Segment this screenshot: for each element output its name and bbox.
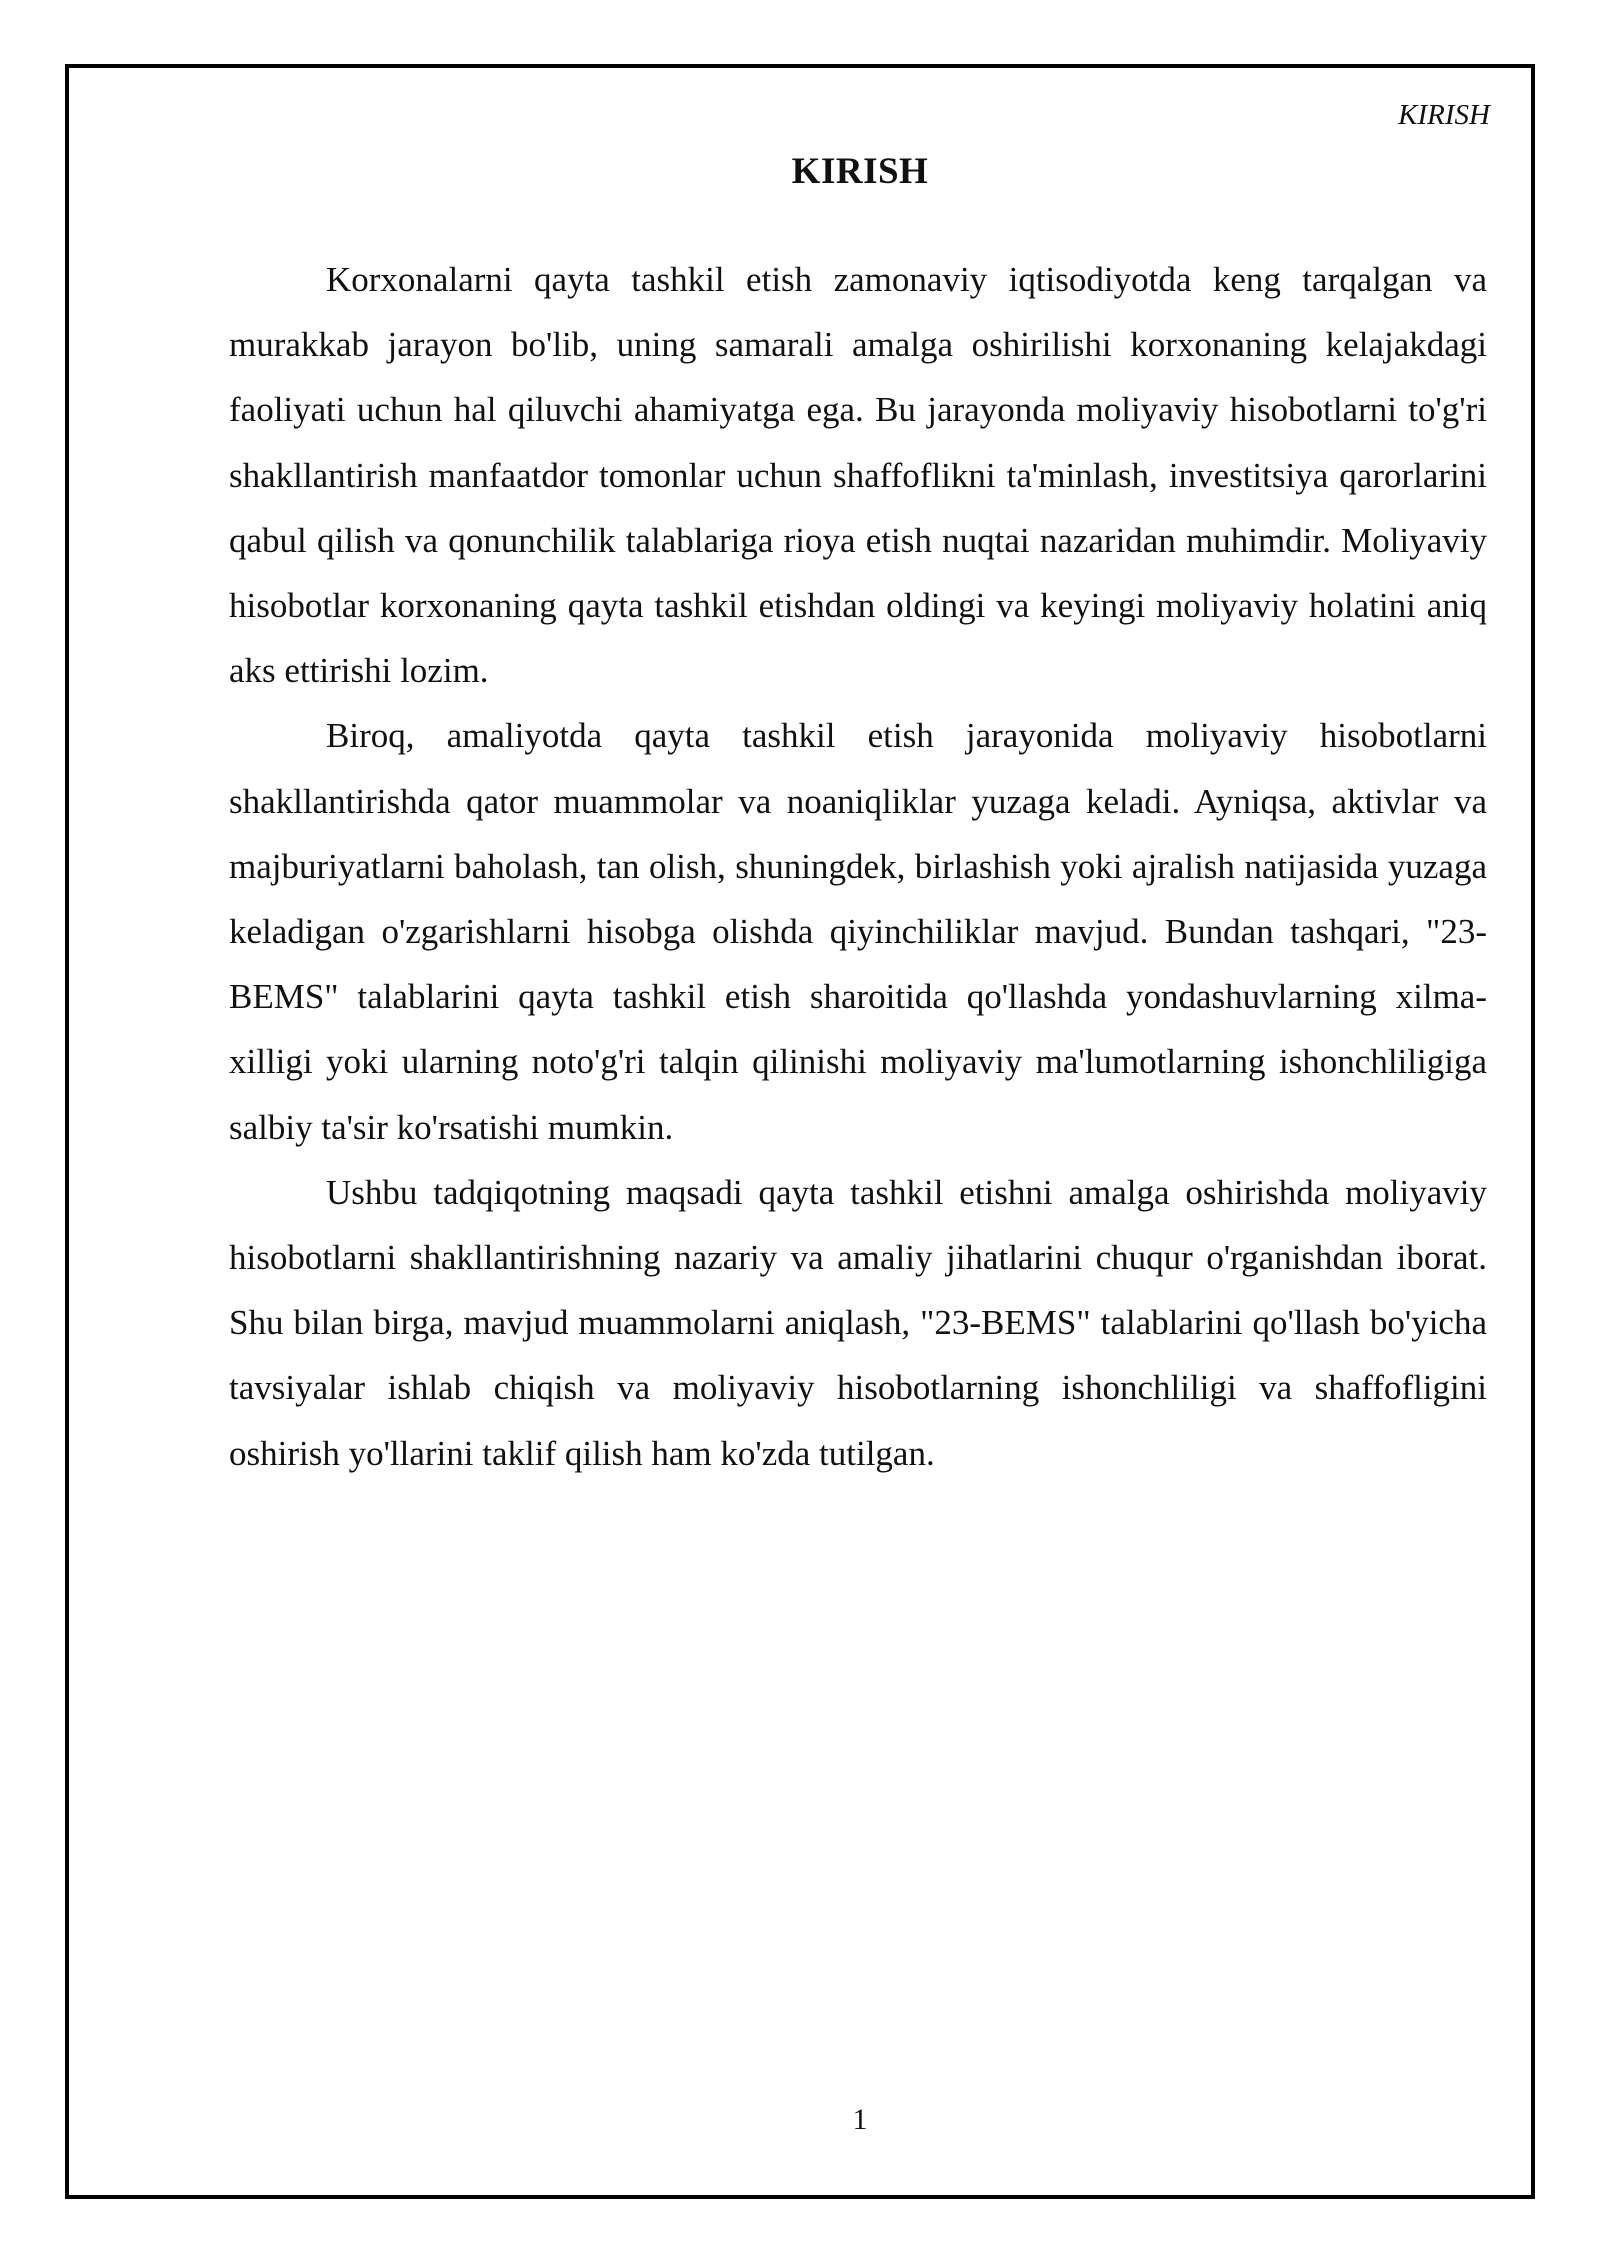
- body-text: [229, 247, 1487, 1486]
- paragraph: Korxonalarni qayta tashkil etish zamonaviy iqtisodiyotda keng tarqalgan va murakkab jarayon bo'lib, uning samarali amalga oshirilishi korxonaning kelajakdagi faoliyati uchun hal qiluvchi ahamiyatga ega. Bu jarayonda moliyaviy hisobotlarni to'g'ri shakllantirish manfaatdor tomonlar uchun shaffoflikni ta'minlash, investitsiya qarorlarini qabul qilish va qonunchilik talablariga rioya etish nuqtai nazaridan muhimdir. Moliyaviy hisobotlar korxonaning qayta tashkil etishdan oldingi va keyingi moliyaviy holatini aniq aks ettirishi lozim.: [229, 260, 1487, 691]
- running-header: KIRISH: [1398, 99, 1490, 131]
- paragraph: Ushbu tadqiqotning maqsadi qayta tashkil etishni amalga oshirishda moliyaviy hisobotlarni shakllantirishning nazariy va amaliy jihatlarini chuqur o'rganishdan iborat. Shu bilan birga, mavjud muammolarni aniqlash, "23-BEMS" talablarini qo'llash bo'yicha tavsiyalar ishlab chiqish va moliyaviy hisobotlarning ishonchliligi va shaffofligini oshirish yo'llarini taklif qilish ham ko'zda tutilgan.: [229, 1172, 1487, 1473]
- page-title: KIRISH: [791, 151, 929, 192]
- page-number: 1: [852, 2103, 868, 2136]
- paragraph: Biroq, amaliyotda qayta tashkil etish jarayonida moliyaviy hisobotlarni shakllantirishda qator muammolar va noaniqliklar yuzaga keladi. Ayniqsa, aktivlar va majburiyatlarni baholash, tan olish, shuningdek, birlashish yoki ajralish natijasida yuzaga keladigan o'zgarishlarni hisobga olishda qiyinchiliklar mavjud. Bundan tashqari, "23-BEMS" talablarini qayta tashkil etish sharoitida qo'llashda yondashuvlarning xilma-xilligi yoki ularning noto'g'ri talqin qilinishi moliyaviy ma'lumotlarning ishonchliligiga salbiy ta'sir ko'rsatishi mumkin.: [229, 716, 1487, 1147]
